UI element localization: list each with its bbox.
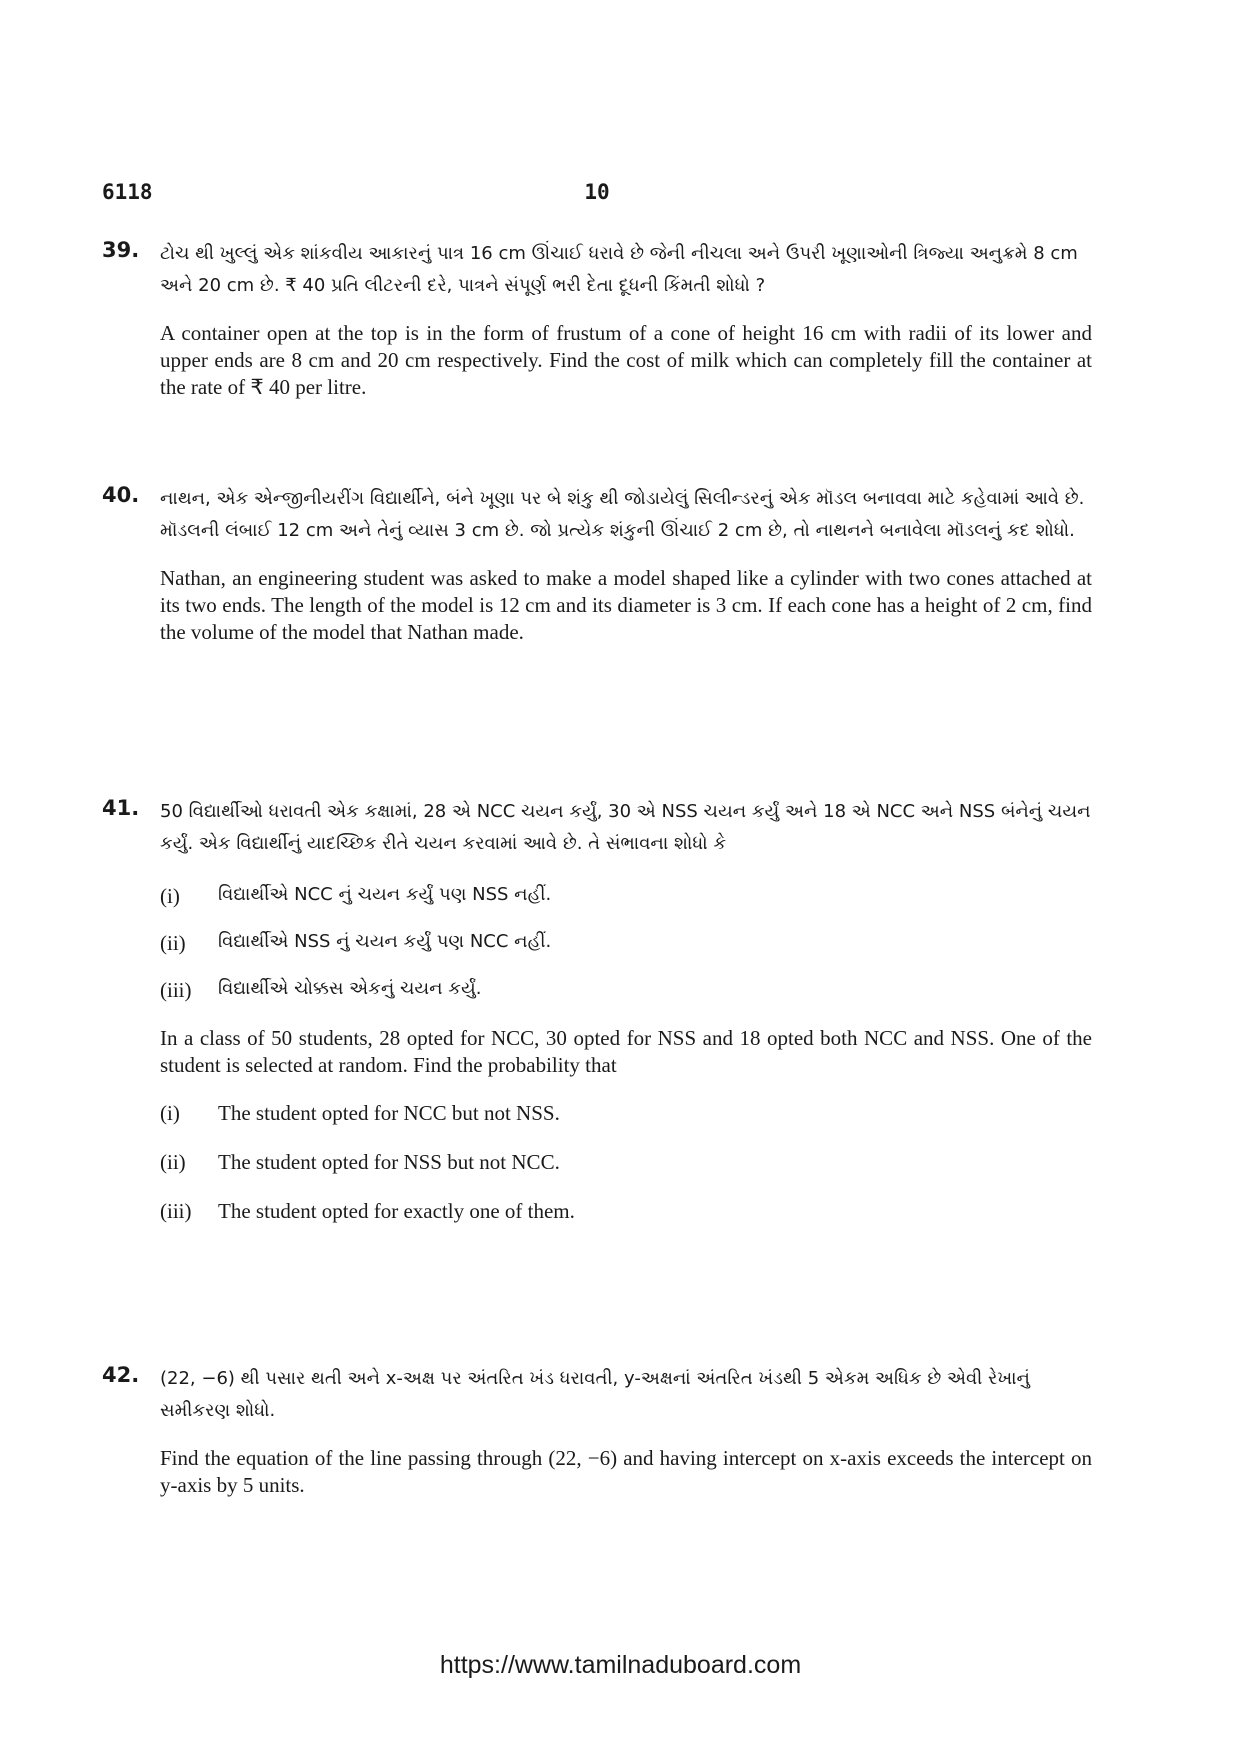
sub-question-english — [160, 1101, 1092, 1126]
sub-question-gujarati — [160, 931, 1092, 955]
question-42 — [102, 1363, 1092, 1499]
sub-question-gujarati — [160, 978, 1092, 1002]
page-header — [102, 180, 1092, 212]
question-number: 42. — [102, 1363, 140, 1387]
sub-question-label: (ii) — [160, 1150, 186, 1174]
question-text-english: In a class of 50 students, 28 opted for NCC, 30 opted for NSS and 18 opted both NCC and NSS. One of the student is selected at random. Find the probability that — [160, 1026, 1092, 1077]
sub-question-text: વિદ્યાર્થીએ NSS નું ચયન કર્યું પણ NCC નહીં. — [218, 931, 552, 952]
sub-question-text: The student opted for NCC but not NSS. — [218, 1101, 560, 1125]
question-text-english: A container open at the top is in the form of frustum of a cone of height 16 cm with radii of its lower and upper ends are 8 cm and 20 cm respectively. Find the cost of milk which can completely fill the container at the rate of ₹ 40 per litre. — [160, 321, 1092, 399]
sub-question-label: (iii) — [160, 1199, 192, 1223]
question-41 — [102, 796, 1092, 1248]
sub-question-label: (i) — [160, 884, 180, 908]
page-number: 10 — [584, 180, 610, 204]
question-number: 40. — [102, 483, 140, 507]
question-number: 39. — [102, 238, 140, 262]
sub-question-text: વિદ્યાર્થીએ NCC નું ચયન કર્યું પણ NSS નહીં. — [218, 884, 552, 905]
sub-question-english — [160, 1199, 1092, 1224]
sub-question-label: (iii) — [160, 978, 192, 1002]
question-text-gujarati: 50 વિદ્યાર્થીઓ ધરાવતી એક કક્ષામાં, 28 એ NCC ચયન કર્યું, 30 એ NSS ચયન કર્યું અને 18 એ NCC અને NSS બંનેનું ચયન કર્યું. એક વિદ્યાર્થીનું યાદચ્છિક રીતે ચયન કરવામાં આવે છે. તે સંભાવના શોધો કે — [160, 801, 1091, 854]
sub-question-text: The student opted for NSS but not NCC. — [218, 1150, 560, 1174]
question-text-gujarati: ટોચ થી ખુલ્લું એક શાંકવીય આકારનું પાત્ર 16 cm ઊંચાઈ ધરાવે છે જેની નીચલા અને ઉપરી ખૂણાઓની ત્રિજ્યા અનુક્રમે 8 cm અને 20 cm છે. ₹ 40 પ્રતિ લીટરની દરે, પાત્રને સંપૂર્ણ ભરી દેતા દૂધની કિંમતી શોધો ? — [160, 243, 1078, 296]
question-text-gujarati: નાથન, એક એન્જીનીયરીંગ વિદ્યાર્થીને, બંને ખૂણા પર બે શંકુ થી જોડાયેલું સિલીન્ડરનું એક મૉડલ બનાવવા માટે કહેવામાં આવે છે. મૉડલની લંબાઈ 12 cm અને તેનું વ્યાસ 3 cm છે. જો પ્રત્યેક શંકુની ઊંચાઈ 2 cm છે, તો નાથનને બનાવેલા મૉડલનું કદ શોધો. — [160, 488, 1085, 541]
question-39 — [102, 238, 1092, 401]
question-text-gujarati: (22, −6) થી પસાર થતી અને x-અક્ષ પર અંતરિત ખંડ ધરાવતી, y-અક્ષનાં અંતરિત ખંડથી 5 એકમ અધિક છે એવી રેખાનું સમીકરણ શોધો. — [160, 1368, 1030, 1421]
question-text-english: Nathan, an engineering student was asked to make a model shaped like a cylinder with two cones attached at its two ends. The length of the model is 12 cm and its diameter is 3 cm. If each cone has a height of 2 cm, find the volume of the model that Nathan made. — [160, 566, 1092, 644]
sub-question-text: The student opted for exactly one of them. — [218, 1199, 575, 1223]
sub-question-label: (i) — [160, 1101, 180, 1125]
sub-question-gujarati — [160, 884, 1092, 908]
paper-code: 6118 — [102, 180, 153, 204]
sub-question-english — [160, 1150, 1092, 1175]
question-40 — [102, 483, 1092, 646]
sub-question-text: વિદ્યાર્થીએ ચોક્કસ એકનું ચયન કર્યું. — [218, 978, 482, 999]
question-text-english: Find the equation of the line passing through (22, −6) and having intercept on x-axis exceeds the intercept on y-axis by 5 units. — [160, 1446, 1092, 1497]
footer-url: https://www.tamilnaduboard.com — [439, 1651, 802, 1679]
sub-question-label: (ii) — [160, 931, 186, 955]
question-number: 41. — [102, 796, 140, 820]
